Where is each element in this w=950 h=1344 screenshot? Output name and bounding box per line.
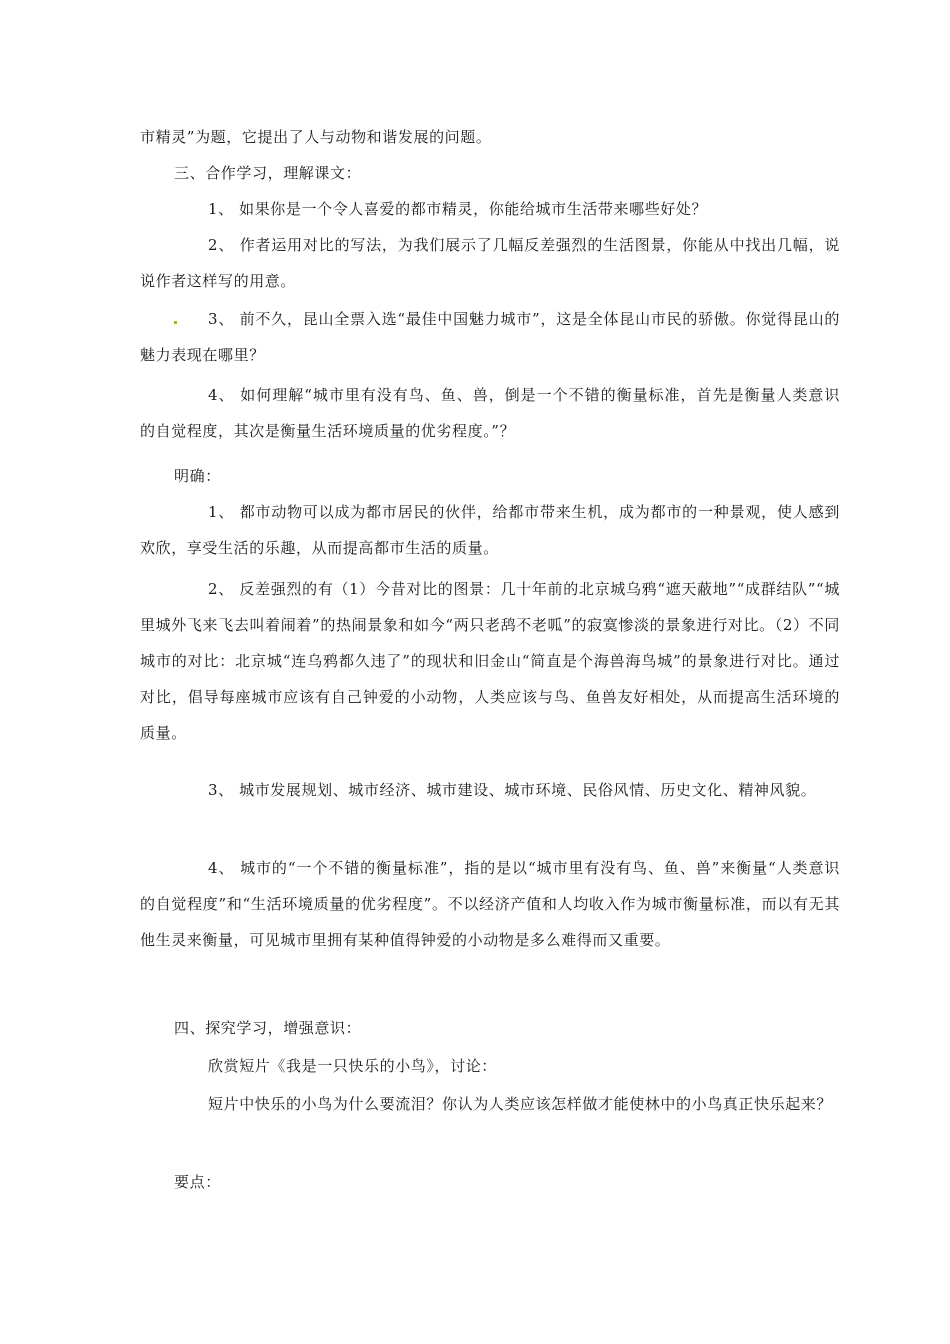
scan-speck: [174, 321, 177, 324]
answer-4: 4、 城市的“一个不错的衡量标准”，指的是以“城市里有没有鸟、鱼、兽”来衡量“人类意识的自觉程度”和“生活环境质量的优劣程度”。不以经济产值和人均收入作为城市衡量标准，而以有无其他生灵来衡量，可见城市里拥有某种值得钟爱的小动物是多么难得而又重要。: [140, 859, 840, 949]
question-2: 2、 作者运用对比的写法，为我们展示了几幅反差强烈的生活图景，你能从中找出几幅，说说作者这样写的用意。: [140, 236, 840, 290]
question-1: 1、 如果你是一个令人喜爱的都市精灵，你能给城市生活带来哪些好处？: [208, 200, 708, 218]
discussion-question: 短片中快乐的小鸟为什么要流泪？你认为人类应该怎样做才能使林中的小鸟真正快乐起来？: [208, 1095, 833, 1113]
heading-section-4: 四、探究学习，增强意识：: [174, 1019, 362, 1037]
answer-2: 2、 反差强烈的有（1）今昔对比的图景：几十年前的北京城乌鸦“遮天蔽地”“成群结队”“城里城外飞来飞去叫着闹着”的热闹景象和如今“两只老鸹不老呱”的寂寞惨淡的景象进行对比。（2）不同城市的对比：北京城“连乌鸦都久违了”的现状和旧金山“简直是个海兽海鸟城”的景象进行对比。通过对比，倡导每座城市应该有自己钟爱的小动物，人类应该与鸟、鱼兽友好相处，从而提高生活环境的质量。: [140, 580, 840, 742]
heading-answers: 明确：: [174, 467, 221, 485]
heading-section-3: 三、合作学习，理解课文：: [174, 164, 362, 182]
question-4: 4、 如何理解“城市里有没有鸟、鱼、兽，倒是一个不错的衡量标准，首先是衡量人类意识的自觉程度，其次是衡量生活环境质量的优劣程度。”？: [140, 386, 840, 440]
question-3: 3、 前不久，昆山全票入选“最佳中国魅力城市”，这是全体昆山市民的骄傲。你觉得昆山的魅力表现在哪里？: [140, 310, 840, 364]
activity-intro: 欣赏短片《我是一只快乐的小鸟》，讨论：: [208, 1057, 497, 1075]
answer-3: 3、 城市发展规划、城市经济、城市建设、城市环境、民俗风情、历史文化、精神风貌。: [208, 781, 817, 799]
answer-1: 1、 都市动物可以成为都市居民的伙伴，给都市带来生机，成为都市的一种景观，使人感到欢欣，享受生活的乐趣，从而提高都市生活的质量。: [140, 503, 840, 557]
heading-key-points: 要点：: [174, 1173, 221, 1191]
paragraph-continuation: 市精灵”为题，它提出了人与动物和谐发展的问题。: [140, 128, 492, 146]
